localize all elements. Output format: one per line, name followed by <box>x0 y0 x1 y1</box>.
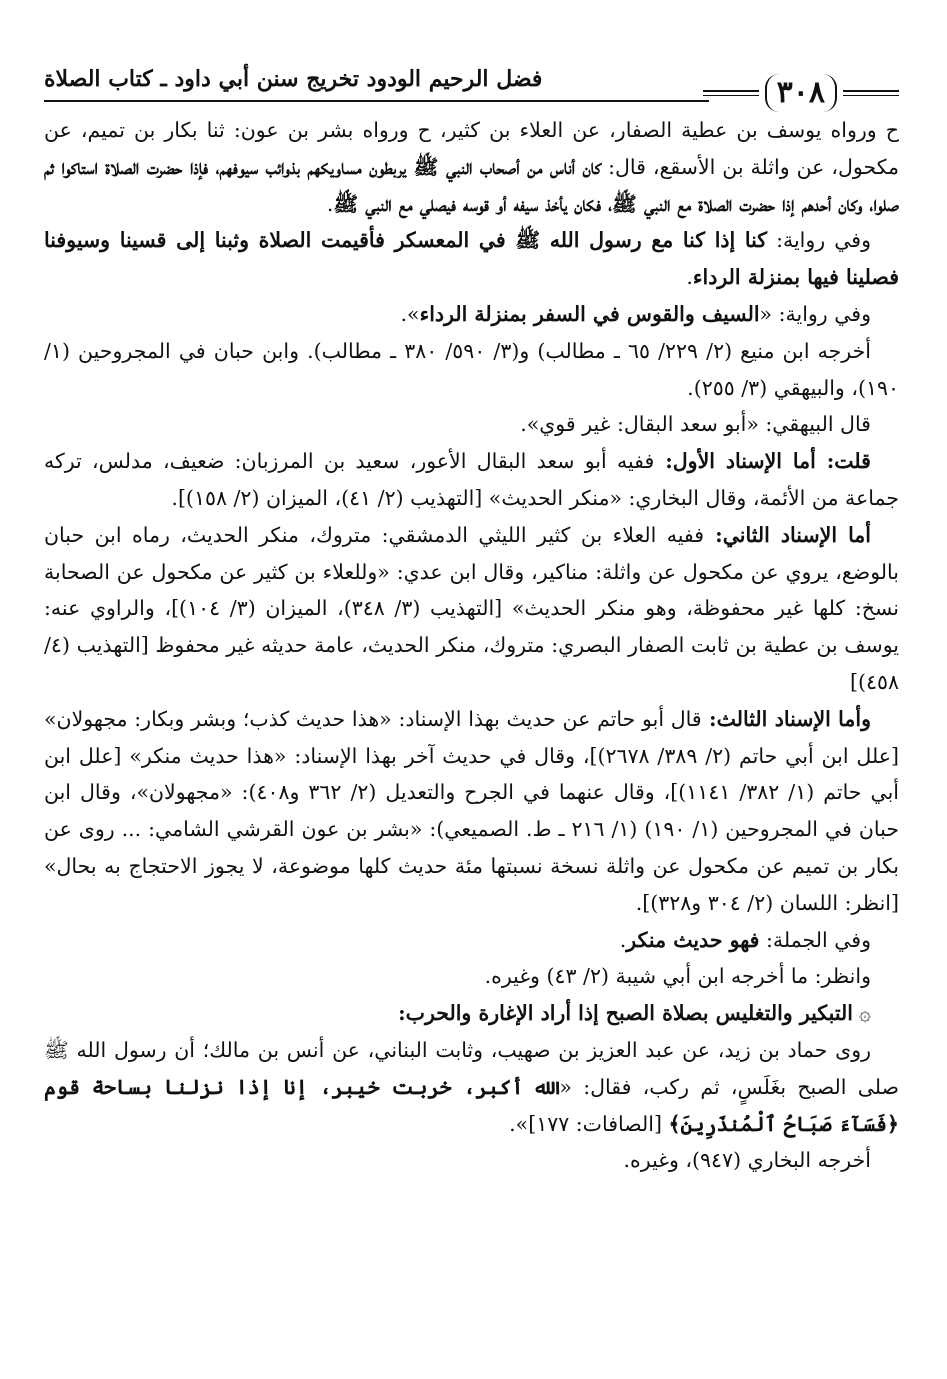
section-label: أما الإسناد الثاني: <box>704 522 871 547</box>
page-body <box>44 112 899 1179</box>
text-run: . <box>619 927 627 952</box>
text-run: . <box>326 191 334 216</box>
section-label: قلت: أما الإسناد الأول: <box>654 449 871 474</box>
header-divider <box>44 100 709 102</box>
section-heading <box>44 995 899 1032</box>
page-number-ornament <box>703 74 899 112</box>
text-run: روى حماد بن زيد، عن عبد العزيز بن صهيب، وثابت البناني، عن أنس بن مالك؛ أن رسول الله ﷺ صلى الصبح بغَلَسٍ، ثم ركب، فقال: « <box>44 1037 899 1099</box>
text-run: وفي رواية: « <box>759 301 871 326</box>
text-run: أخرجه ابن منيع (۲/ ۲۲۹/ ٦٥ ـ مطالب) و(۳/ ٥۹۰/ ۳۸۰ ـ مطالب). وابن حبان في المجروحين (۱/ ۱۹۰)، والبيهقي (۳/ ۲٥٥). <box>44 338 899 400</box>
verdict-text: فهو حديث منكر <box>626 927 760 952</box>
text-run: قال أبو حاتم عن حديث بهذا الإسناد: «هذا حديث كذب؛ وبشر وبكار: مجهولان» [علل ابن أبي حاتم (۲/ ۳۸۹/ ۲٦۷۸)]، وقال في حديث آخر بهذا الإسناد: «هذا حديث منكر» [علل ابن أبي حاتم (۱/ ۳۸۲/ ۱۱٤۱)]، وقال عنهما في الجرح والتعديل (۲/ ۳٦۲ و٤۰۸): «مجهولان»، وقال ابن حبان في المجروحين (۱/ ۱۹۰) (۱/ ۲۱٦ ـ ط. الصميعي): «بشر بن عون القرشي الشامي: ... روى عن بكار بن تميم عن مكحول عن واثلة نسخة نسبتها مئة حديث كلها موضوعة، لا يجوز الاحتجاج به بحال» [انظر: اللسان (۲/ ۳۰٤ و۳۲۸)]. <box>44 706 899 915</box>
text-run: . <box>686 265 693 290</box>
text-run: ففيه أبو سعد البقال الأعور، سعيد بن المرزبان: ضعيف، مدلس، تركه جماعة من الأئمة، وقال البخاري: «منكر الحديث» [التهذيب (۲/ ٤۱)، الميزان (۲/ ۱٥۸)]. <box>44 449 899 510</box>
text-run: قال البيهقي: «أبو سعد البقال: غير قوي». <box>520 412 871 437</box>
section-marker-icon: ۞ <box>858 1001 871 1026</box>
paragraph <box>44 406 899 443</box>
paragraph <box>44 112 899 222</box>
text-run: وانظر: ما أخرجه ابن أبي شيبة (۲/ ٤۳) وغيره. <box>484 964 871 989</box>
paragraph <box>44 296 899 333</box>
text-run: وفي رواية: <box>767 228 871 253</box>
text-run: ». <box>400 301 420 326</box>
paragraph <box>44 1032 899 1142</box>
running-title: فضل الرحيم الودود تخريج سنن أبي داود ـ كتاب الصلاة <box>44 66 543 92</box>
paragraph <box>44 443 899 517</box>
section-label: وأما الإسناد الثالث: <box>701 706 871 731</box>
hadith-text: الله أكبر، خربت خيبر، إنا إذا نزلنا بساحة قوم ﴿فَسَآءَ صَبَاحُ ٱلْمُنذَرِينَ﴾ <box>44 1074 899 1136</box>
text-run: ح ورواه يوسف بن عطية الصفار، عن العلاء بن كثير، ح ورواه بشر بن عون: ثنا بكار بن تميم، عن مكحول، عن واثلة بن الأسقع، قال: <box>44 118 899 179</box>
page-number: ۳۰۸ <box>765 74 837 112</box>
book-page <box>44 40 899 1360</box>
text-run: وفي الجملة: <box>759 927 871 952</box>
paragraph <box>44 922 899 959</box>
text-run: ففيه العلاء بن كثير الليثي الدمشقي: متروك، منكر الحديث، رماه ابن حبان بالوضع، يروي عن مكحول عن واثلة: مناكير، وقال ابن عدي: «وللعلاء بن كثير عن مكحول عن الصحابة نسخ: كلها غير محفوظة، وهو منكر الحديث» [التهذيب (۳/ ۳٤۸)، الميزان (۳/ ۱۰٤)]، والراوي عنه: يوسف بن عطية بن ثابت الصفار البصري: متروك، منكر الحديث، عامة حديثه غير محفوظ [التهذيب (٤/ ٤٥۸)] <box>44 522 899 694</box>
section-heading-text: التبكير والتغليس بصلاة الصبح إذا أراد الإغارة والحرب: <box>398 1001 853 1026</box>
paragraph <box>44 333 899 407</box>
hadith-text: كان أناس من أصحاب النبي ﷺ يربطون مساويكهم بذوائب سيوفهم، فإذا حضرت الصلاة استاكوا ثم صلوا، وكان أحدهم إذا حضرت الصلاة مع النبي ﷺ، فكان يأخذ سيفه أو قوسه فيصلي مع النبي ﷺ <box>44 154 899 216</box>
page-header <box>44 40 899 112</box>
text-run: [الصافات: ۱۷۷]». <box>509 1111 669 1136</box>
paragraph <box>44 517 899 701</box>
paragraph <box>44 1142 899 1179</box>
paragraph <box>44 701 899 922</box>
paragraph <box>44 958 899 995</box>
header-ornament-rule-right <box>843 90 899 96</box>
text-run: أخرجه البخاري (۹٤۷)، وغيره. <box>623 1148 871 1173</box>
hadith-text: السيف والقوس في السفر بمنزلة الرداء <box>419 301 760 326</box>
header-ornament-rule-left <box>703 90 759 96</box>
hadith-text: كنا إذا كنا مع رسول الله ﷺ في المعسكر فأقيمت الصلاة وثبنا إلى قسينا وسيوفنا فصلينا فيها بمنزلة الرداء <box>44 228 899 290</box>
paragraph <box>44 222 899 296</box>
